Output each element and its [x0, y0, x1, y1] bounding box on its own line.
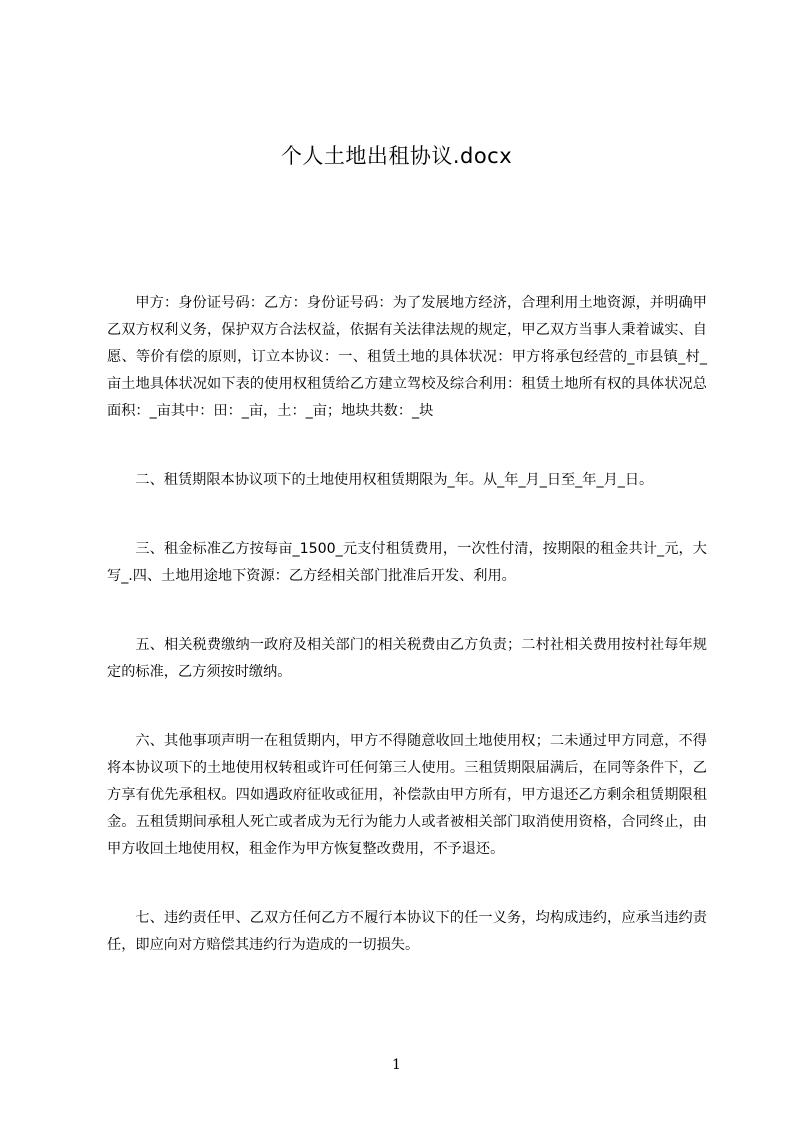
paragraph-breach-liability: 七、违约责任甲、乙双方任何乙方不履行本协议下的任一义务，均构成违约，应承当违约责任，即应向对方赔偿其违约行为造成的一切损失。 [107, 910, 707, 953]
paragraph-parties-and-land: 甲方：身份证号码：乙方：身份证号码：为了发展地方经济，合理利用土地资源，并明确甲乙双方权利义务，保护双方合法权益，依据有关法律法规的规定，甲乙双方当事人秉着诚实、自愿、等价有偿的原则，订立本协议：一、租赁土地的具体状况：甲方将承包经营的_市县镇_村_亩土地具体状况如下表的使用权租赁给乙方建立驾校及综合利用：租赁土地所有权的具体状况总面积：_亩其中：田：_亩，土：_亩；地块共数：_块 [107, 295, 707, 419]
paragraph-taxes-and-fees: 五、相关税费缴纳一政府及相关部门的相关税费由乙方负责；二村社相关费用按村社每年规定的标准，乙方须按时缴纳。 [107, 637, 707, 680]
page-number: 1 [392, 1057, 401, 1073]
document-body [107, 290, 707, 1001]
document-title: 个人土地出租协议.docx [280, 144, 513, 168]
paragraph-lease-term: 二、租赁期限本协议项下的土地使用权租赁期限为_年。从_年_月_日至_年_月_日。 [135, 472, 654, 488]
paragraph-other-matters: 六、其他事项声明一在租赁期内，甲方不得随意收回土地使用权；二未通过甲方同意，不得将本协议项下的土地使用权转租或许可任何第三人使用。三租赁期限届满后，在同等条件下，乙方享有优先承租权。四如遇政府征收或征用，补偿款由甲方所有，甲方退还乙方剩余租赁期限租金。五租赁期间承租人死亡或者成为无行为能力人或者被相关部门取消使用资格，合同终止，由甲方收回土地使用权，租金作为甲方恢复整改费用，不予退还。 [107, 733, 707, 857]
paragraph-rent-and-usage: 三、租金标准乙方按每亩_1500_元支付租赁费用，一次性付清，按期限的租金共计_元，大写_.四、土地用途地下资源：乙方经相关部门批准后开发、利用。 [107, 541, 707, 584]
